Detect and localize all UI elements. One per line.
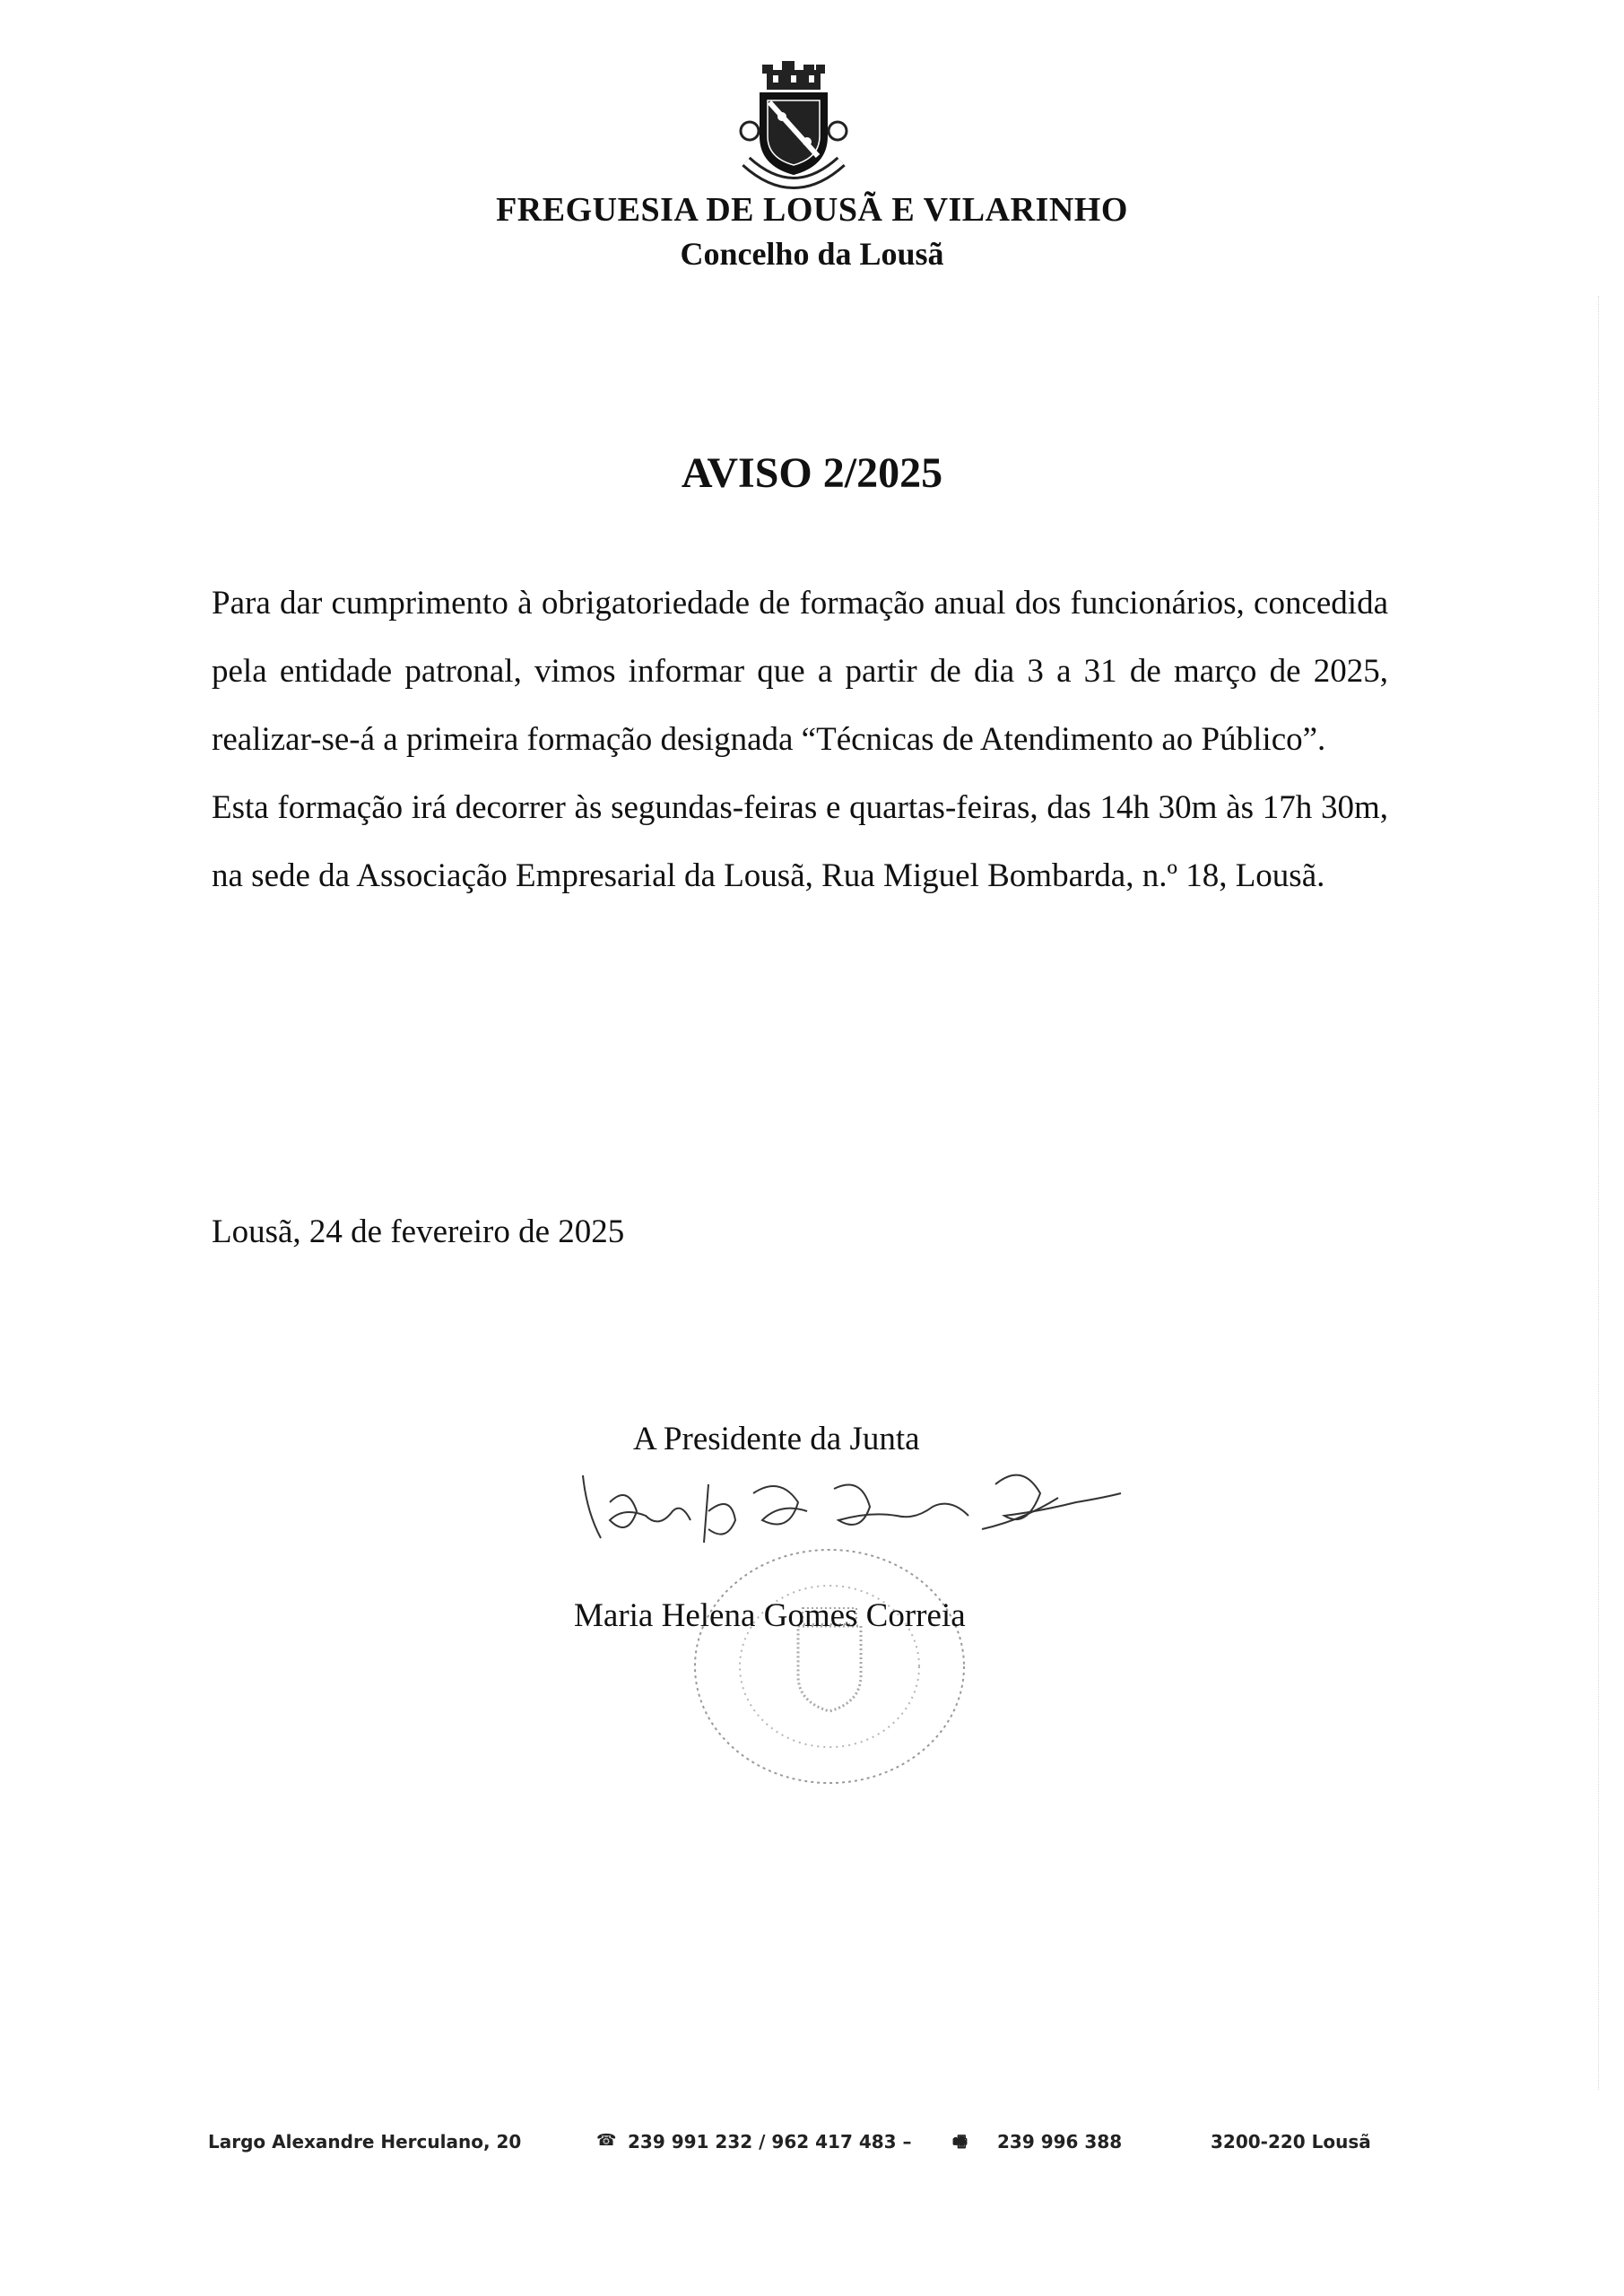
signatory-role: A Presidente da Junta: [633, 1421, 920, 1457]
date-line: Lousã, 24 de fevereiro de 2025: [212, 1213, 625, 1250]
municipal-crest-icon: [726, 61, 861, 196]
parish-title: FREGUESIA DE LOUSÃ E VILARINHO: [496, 191, 1128, 229]
municipality-subtitle: Concelho da Lousã: [680, 236, 944, 272]
notice-body: [212, 570, 1388, 910]
notice-paragraph-2: Esta formação irá decorrer às segundas-feiras e quartas-feiras, das 14h 30m às 17h 30m, na sede da Associação Empresarial da Lousã, Rua Miguel Bombarda, n.º 18, Lousã.: [212, 789, 1388, 894]
fax-icon: 🖷: [952, 2133, 968, 2152]
footer-address: Largo Alexandre Herculano, 20: [208, 2131, 522, 2152]
notice-title: AVISO 2/2025: [681, 449, 943, 497]
phone-icon: ☎: [596, 2131, 617, 2150]
footer-postal: 3200-220 Lousã: [1211, 2131, 1371, 2152]
scan-edge-line: [1598, 296, 1599, 2090]
handwritten-signature: [574, 1457, 1130, 1565]
footer-fax: 239 996 388: [997, 2131, 1123, 2152]
notice-paragraph-1: Para dar cumprimento à obrigatoriedade de formação anual dos funcionários, concedida pela entidade patronal, vimos informar que a partir de dia 3 a 31 de março de 2025, realizar-se-á a primeira formação designada “Técnicas de Atendimento ao Público”.: [212, 585, 1388, 758]
footer-phones: 239 991 232 / 962 417 483 –: [628, 2131, 912, 2152]
signatory-name: Maria Helena Gomes Correia: [574, 1597, 966, 1634]
official-stamp: [664, 1541, 995, 1801]
footer-contact: [208, 2131, 1463, 2158]
